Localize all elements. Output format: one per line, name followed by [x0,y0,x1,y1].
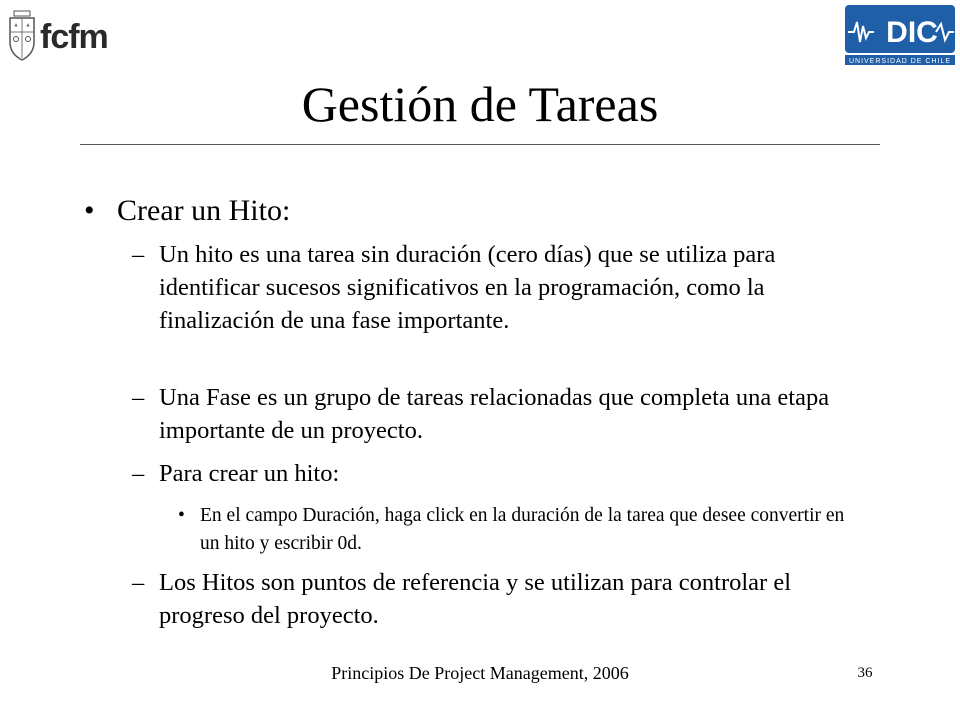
bullet-marker: • [178,505,185,526]
dash-marker: – [132,241,145,268]
bullet-text: Crear un Hito: [117,194,291,227]
dic-logo [842,2,958,68]
bullet-marker: • [84,194,95,227]
sub-bullet-text: Los Hitos son puntos de referencia y se utilizan para controlar el progreso del proyecto. [159,569,792,629]
dash-marker: – [132,384,145,411]
sub-bullet-text: Para crear un hito: [159,460,340,487]
fcfm-wordmark [40,20,108,54]
university-crest-icon [6,8,38,64]
fcfm-text: fcfm [40,18,108,56]
dash-marker: – [132,569,145,596]
dash-marker: – [132,460,145,487]
slide-title: Gestión de Tareas [301,76,659,132]
slide-footer: Principios De Project Management, 2006 [331,663,629,683]
dic-subtext: UNIVERSIDAD DE CHILE [848,58,952,65]
sub-bullet-text: Una Fase es un grupo de tareas relacionadas que completa una etapa importante de un proyecto. [159,384,830,444]
sub-sub-bullet-text: En el campo Duración, haga click en la duración de la tarea que desee convertir en un hito y escribir 0d. [200,505,845,554]
dic-text: DIC [886,16,938,49]
fcfm-logo [6,8,116,68]
title-divider [80,144,880,145]
page-number: 36 [857,665,873,681]
sub-bullet-text: Un hito es una tarea sin duración (cero días) que se utiliza para identificar sucesos significativos en la programación, como la finalización de una fase importante. [159,241,776,334]
